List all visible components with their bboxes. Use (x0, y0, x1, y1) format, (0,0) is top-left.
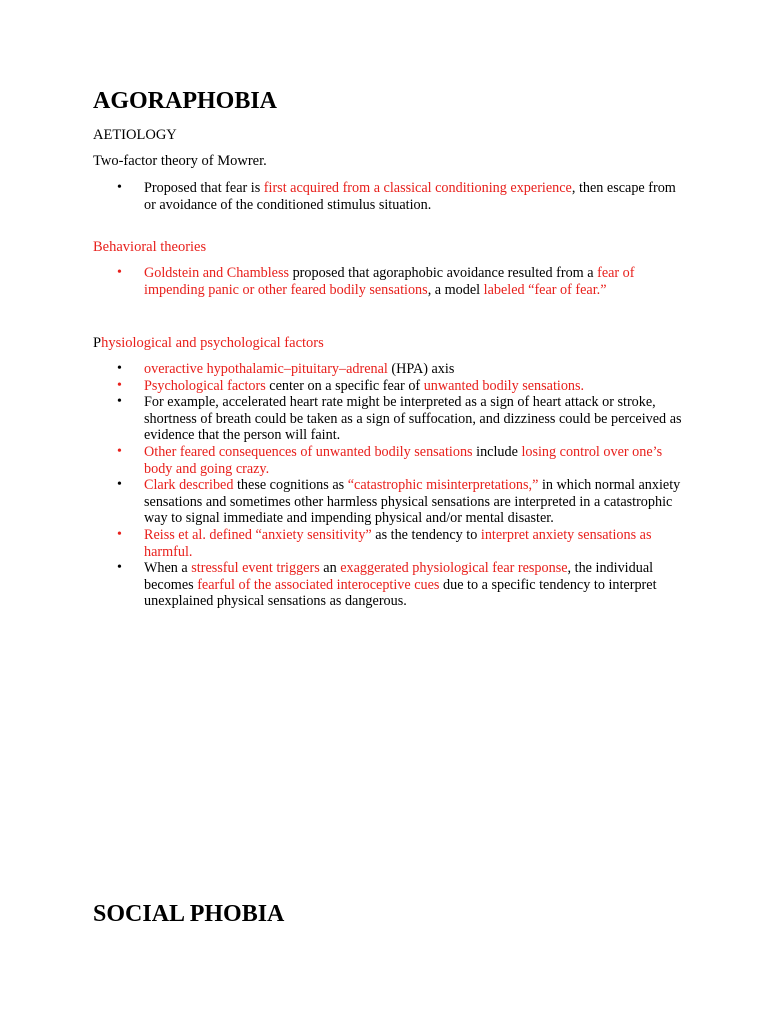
agoraphobia-heading: AGORAPHOBIA (93, 88, 278, 114)
list-item (93, 265, 683, 298)
text-segment: stressful event triggers (191, 560, 320, 577)
text-segment: , a model (427, 281, 484, 298)
list-item (93, 180, 683, 213)
text-segment: due to a specific tendency to interpret unexplained physical sensations as dangerous. (144, 576, 657, 610)
bullet-icon: • (117, 560, 122, 576)
text-segment: When a (144, 560, 192, 577)
physio-label-rest: hysiological and psychological factors (101, 335, 324, 351)
bullet-icon: • (117, 377, 122, 393)
list-item (93, 560, 683, 610)
bullet-icon: • (117, 526, 122, 542)
text-segment: , the individual becomes (144, 560, 654, 593)
list-item (93, 378, 683, 395)
text-segment: as the tendency to (371, 526, 481, 543)
text-segment: For example, accelerated heart rate might be interpreted as a sign of heart attack or stroke, shortness of breath could be taken as a sign of suffocation, and dizziness could be perceived as evidence that the person will faint. (144, 394, 682, 444)
physio-factors-label (93, 335, 324, 352)
list-item (93, 477, 683, 527)
bullet-icon: • (117, 394, 122, 410)
text-segment: interpret anxiety sensations as harmful. (144, 526, 652, 560)
text-segment: fear of impending panic or other feared bodily sensations (144, 265, 635, 298)
text-segment: first acquired from a classical conditioning experience (263, 180, 572, 196)
social-phobia-heading: SOCIAL PHOBIA (93, 901, 285, 927)
behavioral-bullet-list (93, 265, 683, 298)
text-segment: Other feared consequences of unwanted bodily sensations (144, 443, 473, 460)
physio-bullet-list (93, 361, 683, 610)
behavioral-theories-label: Behavioral theories (93, 239, 207, 255)
aetiology-label: AETIOLOGY (93, 127, 177, 143)
list-item (93, 394, 683, 444)
bullet-icon: • (117, 361, 122, 376)
text-segment: overactive hypothalamic–pituitary–adrenal (144, 361, 388, 377)
text-segment: labeled “fear of fear.” (483, 281, 607, 298)
text-segment: exaggerated physiological fear response (340, 560, 568, 577)
list-item (93, 444, 683, 477)
text-segment: an (319, 560, 341, 577)
two-factor-label: Two-factor theory of Mowrer. (93, 153, 267, 169)
mowrer-bullet-list (93, 180, 683, 213)
bullet-icon: • (117, 477, 122, 493)
text-segment: “catastrophic misinterpretations,” (347, 477, 539, 494)
text-segment: Reiss et al. defined “anxiety sensitivity” (144, 526, 372, 543)
physio-label-initial: P (93, 335, 102, 351)
list-item (93, 361, 683, 378)
text-segment: losing control over one’s body and going crazy. (144, 443, 663, 477)
text-segment: include (472, 443, 522, 460)
text-segment: center on a specific fear of (265, 377, 424, 394)
text-segment: these cognitions as (233, 477, 348, 494)
text-segment: in which normal anxiety sensations and sometimes other harmless physical sensations are interpreted in a catastrophic way to signal immediate and impending physical and/or mental disaster. (144, 477, 681, 527)
text-segment: fearful of the associated interoceptive cues (197, 576, 440, 593)
text-segment: unwanted bodily sensations. (423, 377, 585, 394)
text-segment: Proposed that fear is (144, 180, 264, 196)
text-segment: Goldstein and Chambless (144, 265, 290, 281)
bullet-icon: • (117, 443, 122, 459)
bullet-icon: • (117, 265, 122, 280)
text-segment: Psychological factors (144, 377, 266, 394)
text-segment: , then escape from or avoidance of the conditioned stimulus situation. (144, 180, 676, 213)
list-item (93, 527, 683, 560)
text-segment: proposed that agoraphobic avoidance resulted from a (289, 265, 598, 281)
bullet-icon: • (117, 180, 122, 195)
text-segment: Clark described (144, 477, 234, 494)
text-segment: (HPA) axis (387, 361, 455, 377)
